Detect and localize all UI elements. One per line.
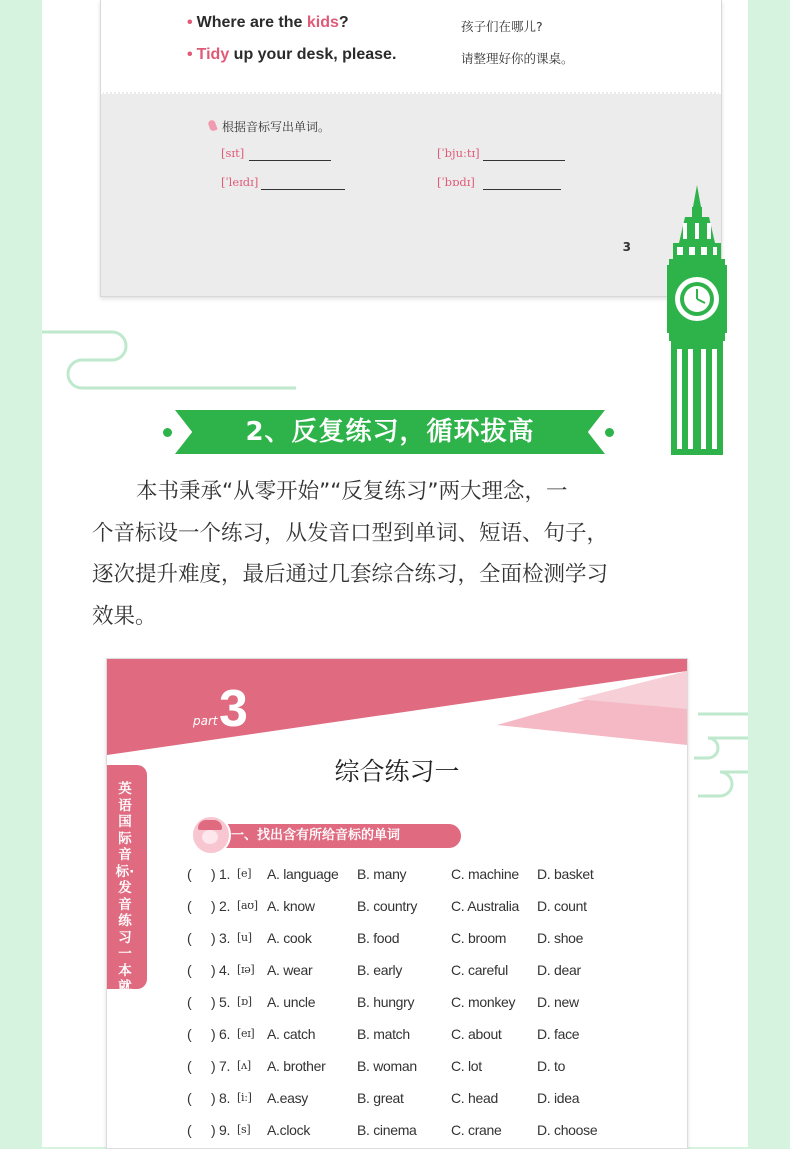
option-c: C. machine	[451, 866, 519, 882]
option-b: B. great	[357, 1090, 404, 1106]
option-d: D. basket	[537, 866, 594, 882]
answer-paren[interactable]: (	[187, 898, 192, 914]
option-a: A. know	[267, 898, 315, 914]
option-b: B. cinema	[357, 1122, 417, 1138]
sentence-3	[187, 46, 396, 64]
sentence-text: Where are the	[196, 14, 307, 31]
answer-paren[interactable]: (	[187, 962, 192, 978]
option-c: C. lot	[451, 1058, 482, 1074]
option-b: B. many	[357, 866, 407, 882]
phonetic-3: [ˈleɪdɪ]	[221, 175, 259, 189]
bullet: •	[187, 14, 193, 31]
option-c: C. monkey	[451, 994, 516, 1010]
answer-blank-2[interactable]	[483, 160, 565, 161]
sentence-2	[187, 14, 349, 32]
wave-decoration-right	[690, 710, 748, 800]
exercise-title-text: 根据音标写出单词。	[222, 120, 331, 134]
question-number: ) 7.	[211, 1058, 231, 1074]
sentence-text: up your desk, please.	[229, 46, 397, 63]
option-c: C. Australia	[451, 898, 519, 914]
section-title: 一、找出含有所给音标的单词	[231, 828, 401, 843]
option-a: A.easy	[267, 1090, 308, 1106]
option-b: B. match	[357, 1026, 410, 1042]
description-paragraph	[92, 471, 702, 637]
option-a: A.clock	[267, 1122, 311, 1138]
question-number: ) 6.	[211, 1026, 231, 1042]
option-d: D. to	[537, 1058, 566, 1074]
question-phonetic: [e]	[237, 867, 252, 880]
question-number: ) 3.	[211, 930, 231, 946]
option-b: B. country	[357, 898, 418, 914]
answer-blank-1[interactable]	[249, 160, 331, 161]
exercise-heading: 综合练习一	[334, 757, 460, 786]
option-d: D. shoe	[537, 930, 584, 946]
answer-paren[interactable]: (	[187, 1122, 192, 1138]
option-c: C. careful	[451, 962, 508, 978]
question-number: ) 8.	[211, 1090, 231, 1106]
option-c: C. broom	[451, 930, 507, 946]
banner-dot-left	[163, 428, 172, 437]
option-d: D. count	[537, 898, 587, 914]
part-header-band	[107, 659, 687, 759]
phonetic-1: [sɪt]	[221, 146, 245, 160]
question-number: ) 5.	[211, 994, 231, 1010]
question-number: ) 4.	[211, 962, 231, 978]
question-phonetic: [iː]	[237, 1091, 252, 1104]
part-number: 3	[219, 680, 248, 738]
option-a: A. brother	[267, 1058, 326, 1074]
option-a: A. wear	[267, 962, 313, 978]
question-number: ) 2.	[211, 898, 231, 914]
exercise-instruction	[207, 118, 330, 135]
question-number: ) 9.	[211, 1122, 231, 1138]
left-pattern	[0, 0, 42, 1147]
banner-dot-right	[605, 428, 614, 437]
side-tab	[107, 765, 147, 1012]
option-c: C. about	[451, 1026, 502, 1042]
answer-paren[interactable]: (	[187, 1090, 192, 1106]
right-pattern	[748, 0, 790, 1147]
question-number: ) 1.	[211, 866, 231, 882]
paragraph-line-3: 逐次提升难度，最后通过几套综合练习，全面检测学习	[92, 562, 609, 587]
sentence-highlight: kids	[306, 14, 339, 31]
top-page-exercise-area	[101, 92, 721, 296]
question-phonetic: [s]	[237, 1123, 251, 1136]
option-d: D. dear	[537, 962, 581, 978]
answer-paren[interactable]: (	[187, 994, 192, 1010]
side-tab-text: 英语国际音标·发音练习一本就够	[115, 781, 135, 1012]
option-d: D. idea	[537, 1090, 580, 1106]
option-a: A. cook	[267, 930, 312, 946]
option-b: B. early	[357, 962, 403, 978]
option-a: A. language	[267, 866, 339, 882]
paragraph-line-1: 本书秉承“从零开始”“反复练习”两大理念，一	[136, 479, 568, 504]
bottom-book-page	[106, 658, 688, 1149]
page-number: 3	[622, 240, 631, 254]
question-phonetic: [ɒ]	[237, 995, 252, 1008]
phonetic-4: [ˈbɒdɪ]	[437, 175, 475, 189]
paragraph-line-4: 效果。	[92, 603, 157, 629]
question-phonetic: [aʊ]	[237, 899, 258, 912]
option-c: C. head	[451, 1090, 498, 1106]
answer-paren[interactable]: (	[187, 1058, 192, 1074]
bunny-ear-icon	[207, 119, 219, 133]
banner-title: 2、反复练习，循环拔高	[245, 417, 535, 447]
sentence-text: ?	[338, 14, 349, 31]
option-a: A. catch	[267, 1026, 316, 1042]
question-phonetic: [u]	[237, 931, 252, 944]
answer-paren[interactable]: (	[187, 1026, 192, 1042]
paragraph-line-2: 个音标设一个练习，从发音口型到单词、短语、句子，	[92, 520, 609, 546]
answer-paren[interactable]: (	[187, 866, 192, 882]
answer-paren[interactable]: (	[187, 930, 192, 946]
section-banner	[175, 410, 605, 454]
option-c: C. crane	[451, 1122, 502, 1138]
part-label: part	[193, 714, 218, 728]
option-a: A. uncle	[267, 994, 316, 1010]
answer-blank-4[interactable]	[483, 189, 561, 190]
option-d: D. face	[537, 1026, 580, 1042]
option-b: B. food	[357, 930, 400, 946]
option-b: B. woman	[357, 1058, 417, 1074]
big-ben-icon	[665, 185, 729, 455]
answer-blank-3[interactable]	[261, 189, 345, 190]
option-b: B. hungry	[357, 994, 415, 1010]
question-phonetic: [ʌ]	[237, 1059, 251, 1072]
mascot-icon	[191, 815, 231, 855]
section-title-pill	[195, 824, 461, 848]
option-d: D. choose	[537, 1122, 598, 1138]
phonetic-2: [ˈbjuːtɪ]	[437, 146, 480, 160]
option-d: D. new	[537, 994, 579, 1010]
sentence-highlight: Tidy	[196, 46, 230, 63]
question-phonetic: [eɪ]	[237, 1027, 255, 1040]
top-book-page	[100, 0, 722, 297]
question-phonetic: [ɪə]	[237, 963, 255, 976]
sentence-3-translation: 请整理好你的课桌。	[461, 51, 574, 66]
bullet: •	[187, 46, 193, 63]
wave-decoration-left	[42, 320, 302, 390]
sentence-2-translation: 孩子们在哪儿?	[461, 19, 543, 34]
